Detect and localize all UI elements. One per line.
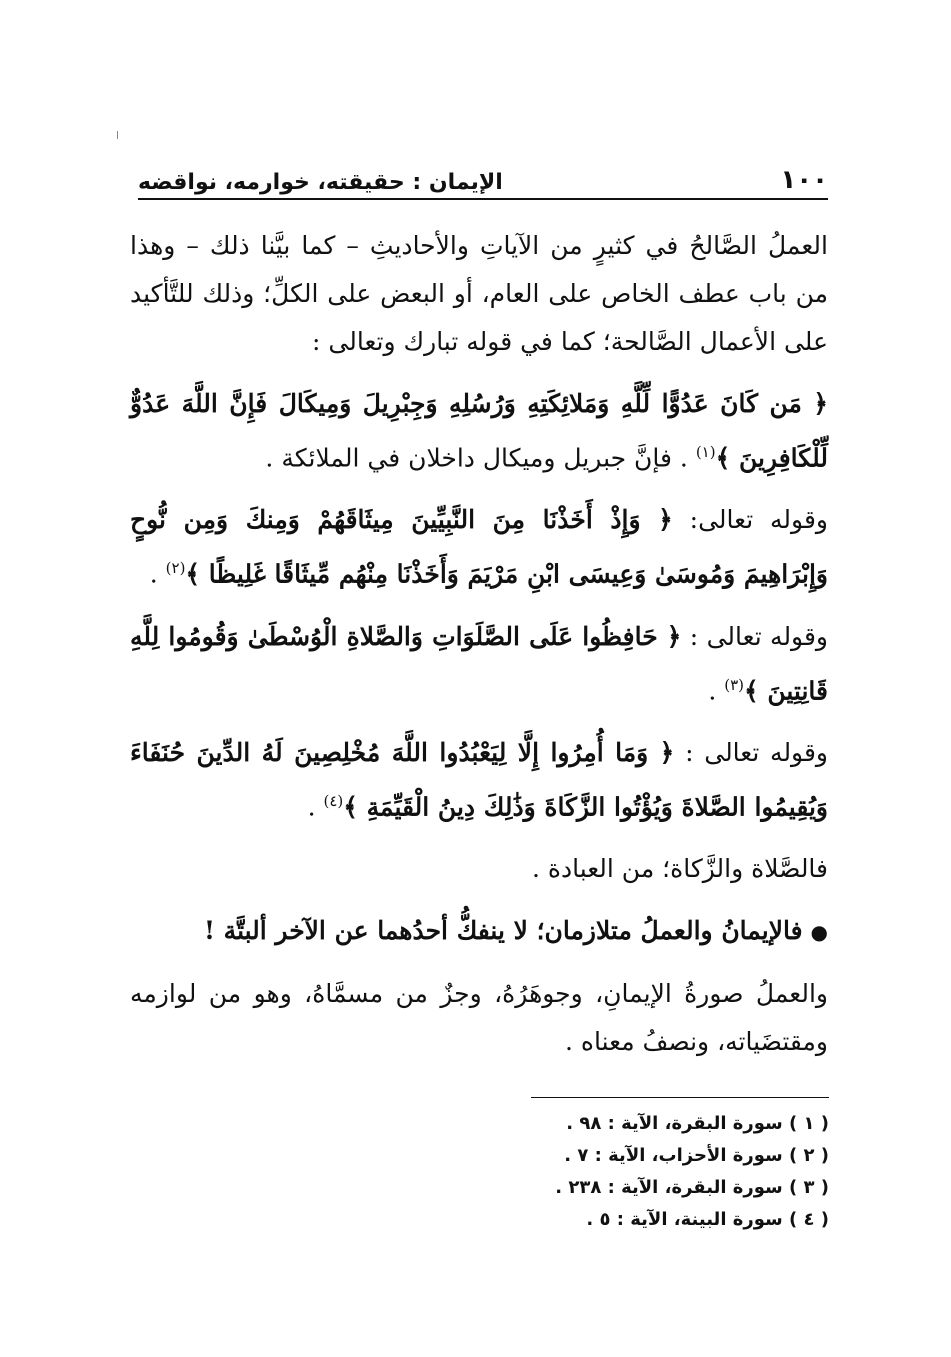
paragraph-4 — [130, 613, 828, 715]
page-number: ١٠٠ — [780, 165, 828, 195]
paragraph-7-text: فالإيمانُ والعملُ متلازمان؛ لا ينفكُّ أحدُهما عن الآخر ألبتَّة ! — [203, 916, 803, 946]
paragraph-4-lead: وقوله تعالى : — [689, 621, 828, 651]
quran-quote-2: ﴿ وَإِذْ أَخَذْنَا مِنَ النَّبِيِّينَ مِيثَاقَهُمْ وَمِنكَ وَمِن نُّوحٍ وَإِبْرَاهِيمَ وَمُوسَىٰ وَعِيسَى ابْنِ مَرْيَمَ وَأَخَذْنَا مِنْهُم مِّيثَاقًا غَلِيظًا ﴾ — [130, 505, 828, 589]
footnote-rule — [531, 1097, 829, 1098]
footnote-2: ( ٢ ) سورة الأحزاب، الآية : ٧ . — [564, 1145, 829, 1166]
paragraph-5-lead: وقوله تعالى : — [685, 737, 828, 767]
paragraph-2 — [130, 380, 828, 482]
footnote-ref-2: (٢) — [165, 559, 186, 578]
scan-mark — [117, 131, 118, 139]
footnote-4: ( ٤ ) سورة البينة، الآية : ٥ . — [586, 1209, 829, 1230]
quran-quote-1: ﴿ مَن كَانَ عَدُوًّا لِّلَّهِ وَمَلائِكَتِهِ وَرُسُلِهِ وَجِبْرِيلَ وَمِيكَالَ فَإِنَّ اللَّهَ عَدُوٌّ لِّلْكَافِرِينَ ﴾ — [130, 389, 828, 473]
paragraph-1: العملُ الصَّالحُ في كثيرٍ من الآياتِ والأحاديثِ – كما بيَّنا ذلك – وهذا من باب عطف الخاص على العام، أو البعض على الكلِّ؛ وذلك للتَّأكيد على الأعمال الصَّالحة؛ كما في قوله تبارك وتعالى : — [130, 231, 828, 356]
page-header — [138, 155, 828, 195]
bullet-icon: ● — [810, 920, 828, 945]
paragraph-2-tail: . فإنَّ جبريل وميكال داخلان في الملائكة . — [265, 443, 688, 473]
paragraph-5 — [130, 729, 828, 831]
paragraph-4-tail: . — [708, 675, 717, 705]
paragraph-7 — [130, 907, 828, 956]
paragraph-3-tail: . — [149, 559, 158, 589]
paragraph-5-tail: . — [307, 792, 316, 822]
header-rule — [138, 198, 828, 200]
footnote-ref-1: (١) — [695, 443, 716, 461]
paragraph-3 — [130, 496, 828, 598]
footnote-3: ( ٣ ) سورة البقرة، الآية : ٢٣٨ . — [555, 1177, 829, 1198]
paragraph-6: فالصَّلاة والزَّكاة؛ من العبادة . — [531, 854, 828, 884]
quran-quote-4: ﴿ وَمَا أُمِرُوا إِلَّا لِيَعْبُدُوا اللَّهَ مُخْلِصِينَ لَهُ الدِّينَ حُنَفَاءَ وَيُقِيمُوا الصَّلاةَ وَيُؤْتُوا الزَّكَاةَ وَذَٰلِكَ دِينُ الْقَيِّمَةِ ﴾ — [130, 737, 828, 822]
paragraph-3-lead: وقوله تعالى: — [689, 505, 828, 535]
footnotes — [400, 1108, 829, 1236]
footnote-ref-4: (٤) — [323, 791, 344, 810]
footnote-ref-3: (٣) — [724, 675, 744, 694]
paragraph-8: والعملُ صورةُ الإيمانِ، وجوهَرُهُ، وجزٌ من مسمَّاهُ، وهو من لوازمه ومقتضَياته، ونصفُ معناه . — [130, 979, 828, 1057]
running-title: الإيمان : حقيقته، خوارمه، نواقضه — [138, 170, 503, 195]
footnote-1: ( ١ ) سورة البقرة، الآية : ٩٨ . — [566, 1113, 829, 1134]
main-text — [130, 222, 828, 1080]
quran-quote-3: ﴿ حَافِظُوا عَلَى الصَّلَوَاتِ وَالصَّلاةِ الْوُسْطَىٰ وَقُومُوا لِلَّهِ قَانِتِينَ ﴾ — [130, 621, 828, 705]
